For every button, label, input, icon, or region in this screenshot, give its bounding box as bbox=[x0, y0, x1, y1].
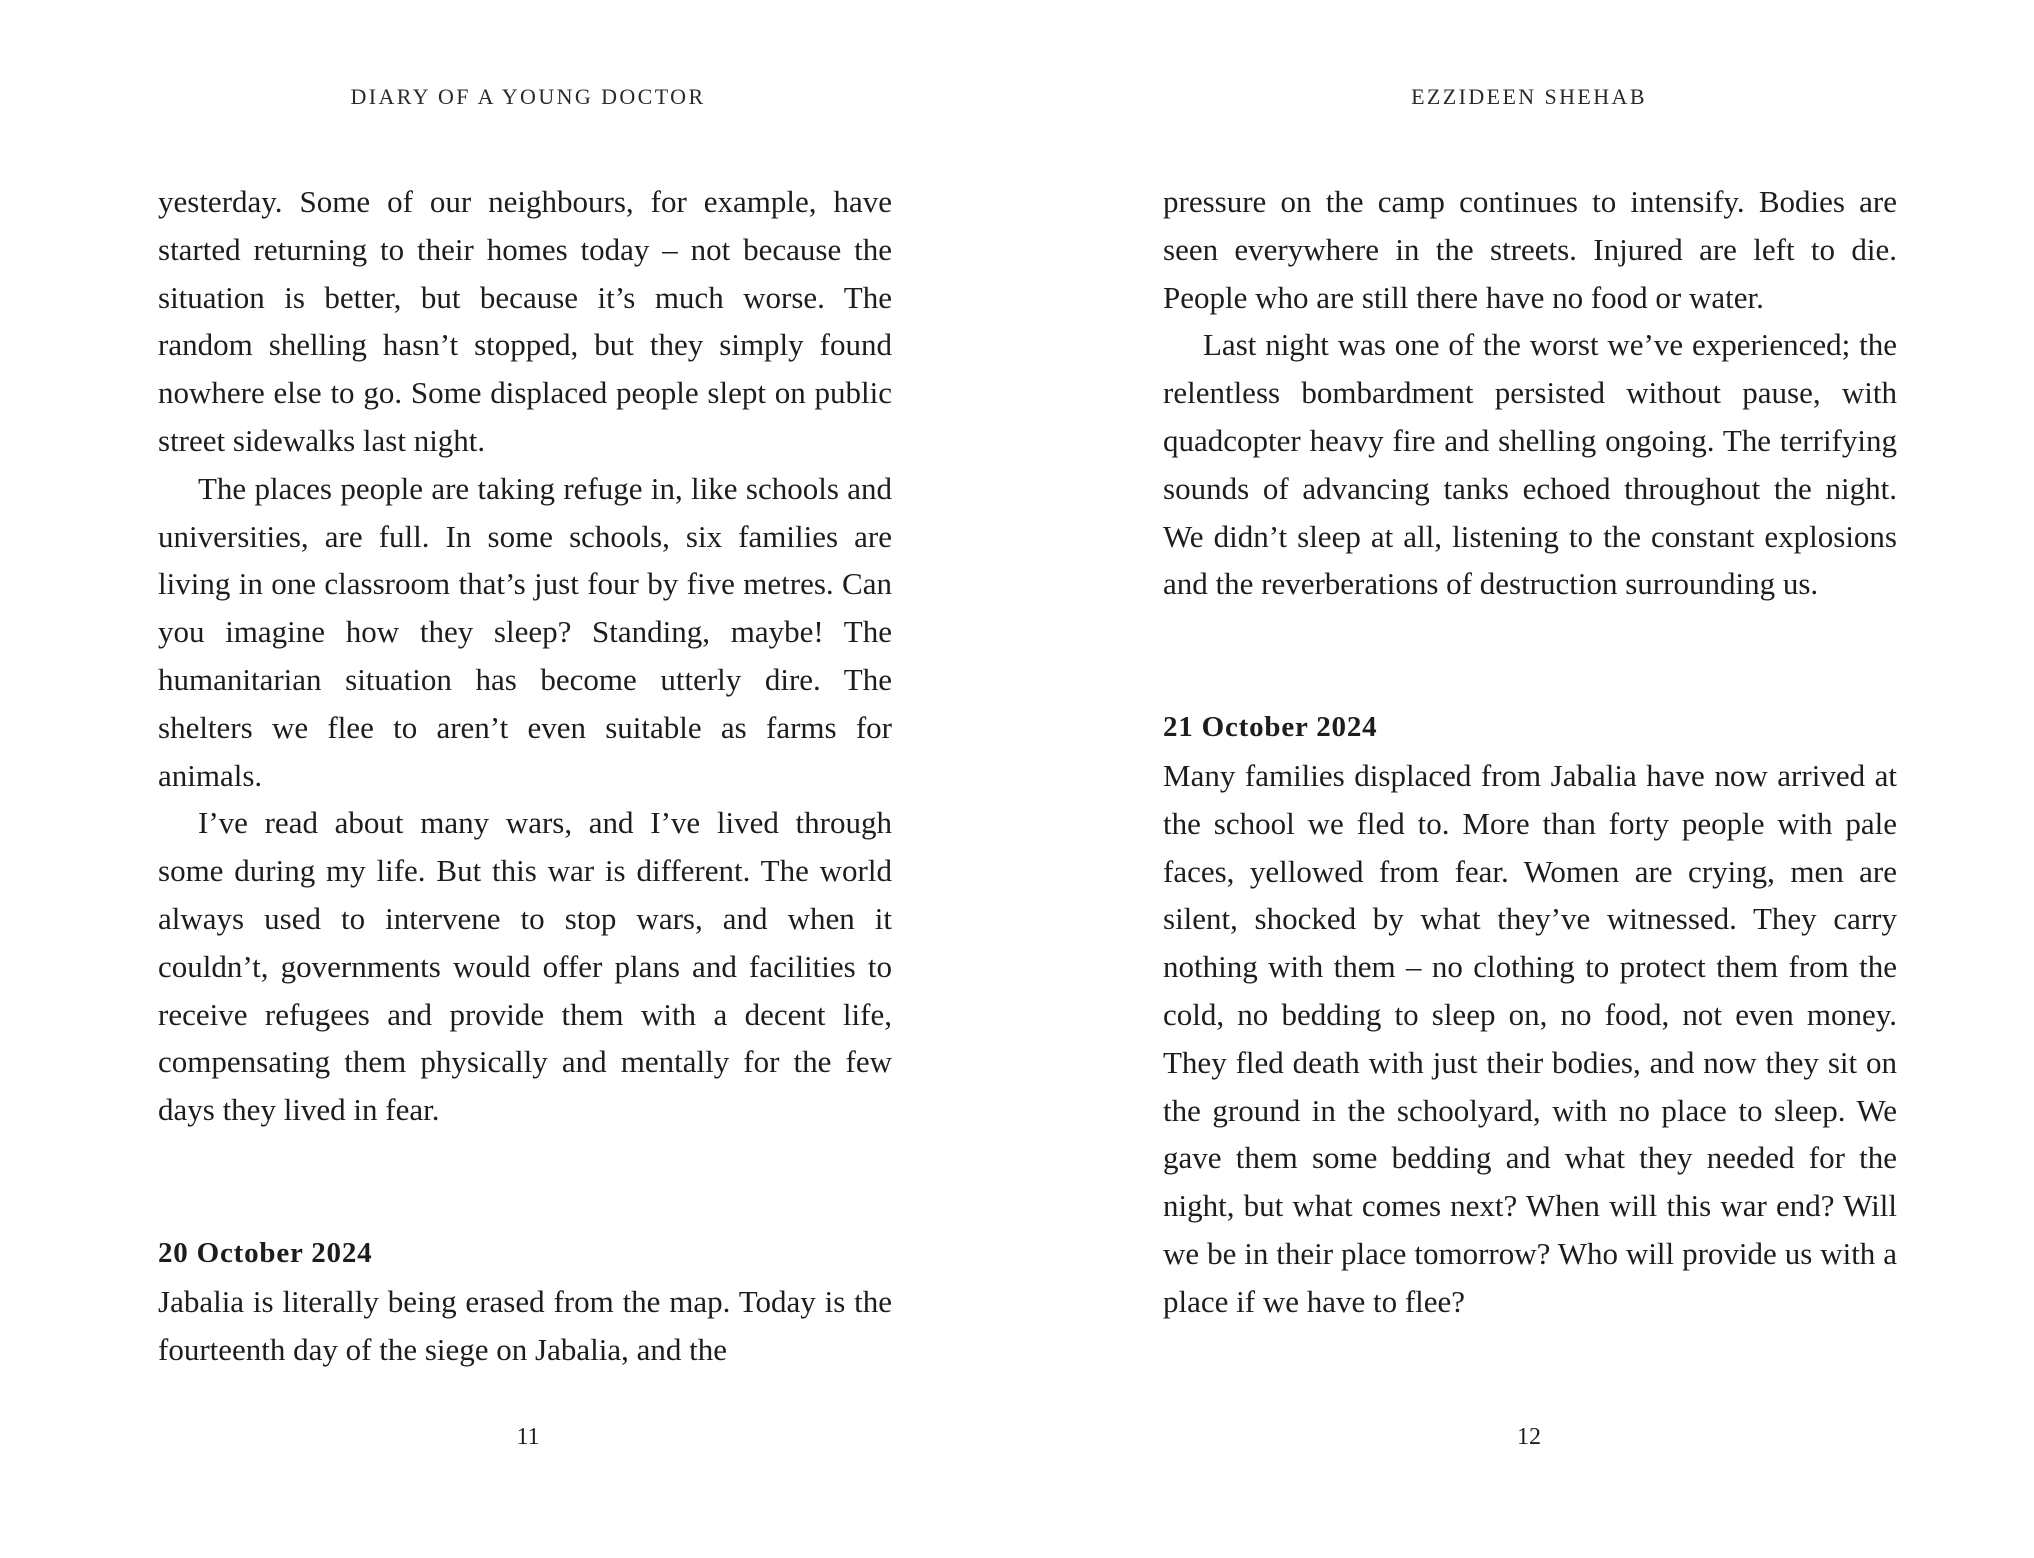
paragraph-last-night: Last night was one of the worst we’ve experienced; the relentless bombardment persisted without pause, with quadcopter heavy fire and shelling ongoing. The terrifying sounds of advancing tanks echoed throughout the night. We didn’t sleep at all, listening to the constant explosions and the reverberations of destruction surrounding us. bbox=[1163, 327, 1897, 602]
running-head-book-title: DIARY OF A YOUNG DOCTOR bbox=[350, 84, 706, 109]
right-page bbox=[1017, 0, 2034, 1558]
paragraph-refuge: The places people are taking refuge in, like schools and universities, are full. In some schools, six families are living in one classroom that’s just four by five metres. Can you imagine how they sleep? Standing, maybe! The humanitarian situation has become utterly dire. The shelters we flee to aren’t even suitable as farms for animals. bbox=[158, 470, 892, 793]
left-page-body bbox=[158, 178, 892, 1373]
paragraph-continued: yesterday. Some of our neighbours, for example, have started returning to their homes today – not because the situation is better, but because it’s much worse. The random shelling hasn’t stopped, but they simply found nowhere else to go. Some displaced people slept on public street sidewalks last night. bbox=[158, 184, 892, 458]
running-head-author: EZZIDEEN SHEHAB bbox=[1411, 84, 1647, 109]
paragraph-wars: I’ve read about many wars, and I’ve lived through some during my life. But this war is different. The world always used to intervene to stop wars, and when it couldn’t, governments would offer plans and facilities to receive refugees and provide them with a decent life, compensating them physically and mentally for the few days they lived in fear. bbox=[158, 805, 892, 1128]
entry-paragraph: Many families displaced from Jabalia have now arrived at the school we fled to. More than forty people with pale faces, yellowed from fear. Women are crying, men are silent, shocked by what they’ve witnessed. They carry nothing with them – no clothing to protect them from the cold, no bedding to sleep on, no food, not even money. They fled death with just their bodies, and now they sit on the ground in the schoolyard, with no place to sleep. We gave them some bedding and what they needed for the night, but what comes next? When will this war end? Will we be in their place tomorrow? Who will provide us with a place if we have to flee? bbox=[1163, 757, 1897, 1319]
page-number: 12 bbox=[1517, 1424, 1541, 1450]
entry-date-heading: 21 October 2024 bbox=[1163, 711, 1378, 744]
right-page-body bbox=[1163, 178, 1897, 1326]
entry-paragraph: Jabalia is literally being erased from the map. Today is the fourteenth day of the siege on Jabalia, and the bbox=[158, 1283, 892, 1367]
paragraph-continued: pressure on the camp continues to intensify. Bodies are seen everywhere in the streets. Injured are left to die. People who are still there have no food or water. bbox=[1163, 184, 1897, 315]
entry-date-heading: 20 October 2024 bbox=[158, 1236, 373, 1269]
page-number: 11 bbox=[516, 1424, 540, 1450]
